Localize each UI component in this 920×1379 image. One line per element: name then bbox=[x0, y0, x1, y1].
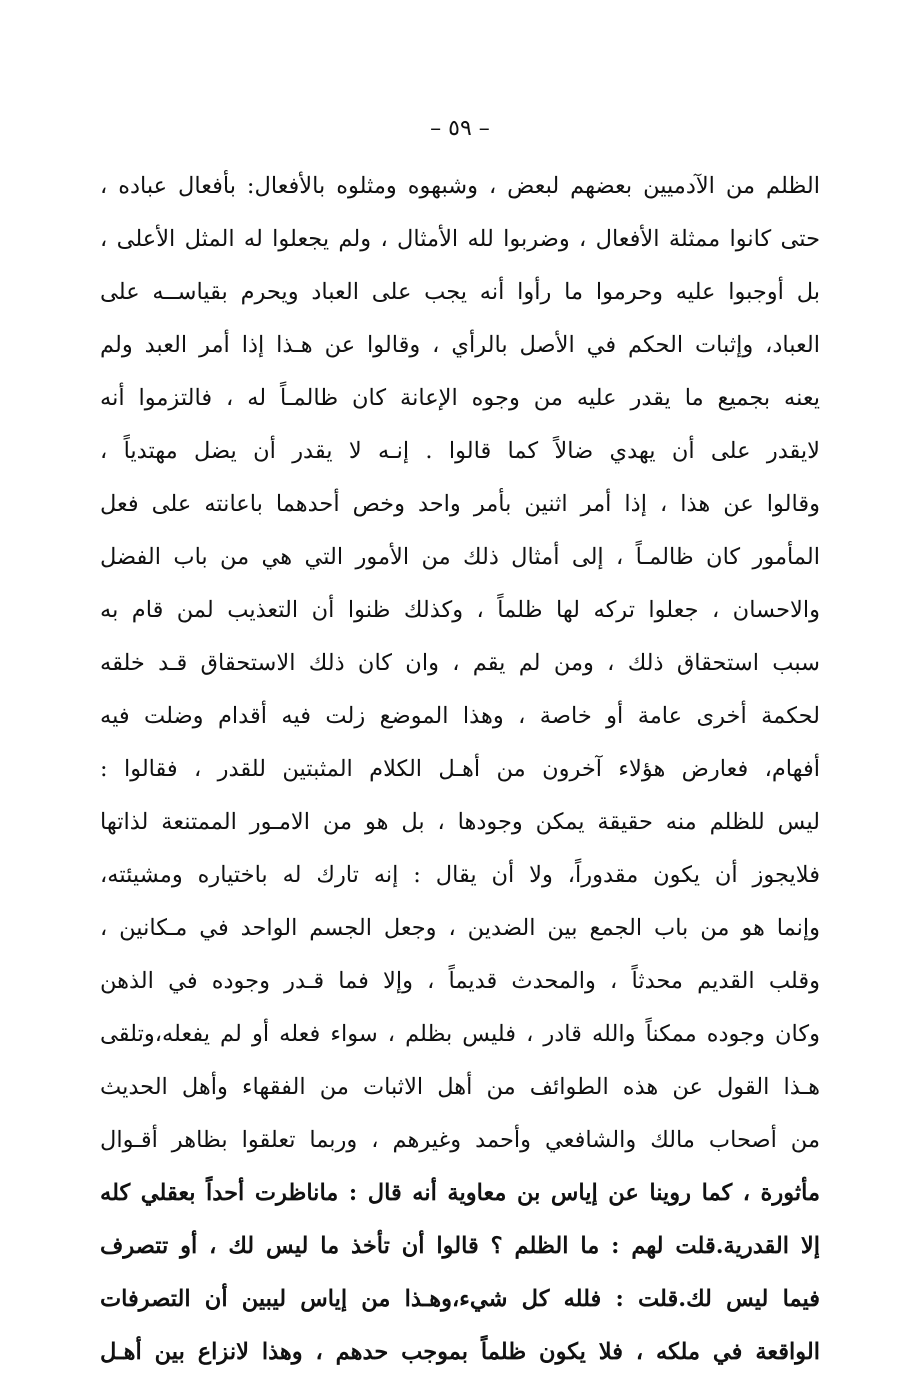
text-line: من أصحاب مالك والشافعي وأحمد وغيرهم ، وربما تعلقوا بظاهر أقـوال bbox=[100, 1127, 820, 1153]
text-line: وقالوا عن هذا ، إذا أمر اثنين بأمر واحد وخص أحدهما باعانته على فعل bbox=[100, 491, 820, 517]
text-line: يعنه بجميع ما يقدر عليه من وجوه الإعانة كان ظالمـاً له ، فالتزموا أنه bbox=[100, 385, 820, 411]
text-line: العباد، وإثبات الحكم في الأصل بالرأي ، وقالوا عن هـذا إذا أمر العبد ولم bbox=[100, 332, 820, 358]
text-line: الواقعة في ملكه ، فلا يكون ظلماً بموجب حدهم ، وهذا لانزاع بين أهـل bbox=[100, 1339, 820, 1365]
text-line: مأثورة ، كما روينا عن إياس بن معاوية أنه قال : ماناظرت أحداً بعقلي كله bbox=[100, 1180, 820, 1206]
text-line: فيما ليس لك.قلت : فلله كل شيء،وهـذا من إياس ليبين أن التصرفات bbox=[100, 1286, 820, 1312]
text-line: سبب استحقاق ذلك ، ومن لم يقم ، وان كان ذلك الاستحقاق قـد خلقه bbox=[100, 650, 820, 676]
text-line: الظلم من الآدميين بعضهم لبعض ، وشبهوه ومثلوه بالأفعال: بأفعال عباده ، bbox=[100, 173, 820, 199]
text-line: المأمور كان ظالمـاً ، إلى أمثال ذلك من الأمور التي هي من باب الفضل bbox=[100, 544, 820, 570]
text-line: ليس للظلم منه حقيقة يمكن وجودها ، بل هو من الامـور الممتنعة لذاتها bbox=[100, 809, 820, 835]
page-number: – ٥٩ – bbox=[430, 116, 490, 141]
text-line: هـذا القول عن هذه الطوائف من أهل الاثبات من الفقهاء وأهل الحديث bbox=[100, 1074, 820, 1100]
text-line: أفهام، فعارض هؤلاء آخرون من أهـل الكلام المثبتين للقدر ، فقالوا : bbox=[100, 756, 820, 782]
text-line: لحكمة أخرى عامة أو خاصة ، وهذا الموضع زلت فيه أقدام وضلت فيه bbox=[100, 703, 820, 729]
text-body bbox=[100, 160, 820, 1379]
text-line: وكان وجوده ممكناً والله قادر ، فليس بظلم ، سواء فعله أو لم يفعله،وتلقى bbox=[100, 1021, 820, 1047]
text-line: لايقدر على أن يهدي ضالاً كما قالوا . إنـه لا يقدر أن يضل مهتدياً ، bbox=[100, 438, 820, 464]
text-line: والاحسان ، جعلوا تركه لها ظلماً ، وكذلك ظنوا أن التعذيب لمن قام به bbox=[100, 597, 820, 623]
text-line: وقلب القديم محدثاً ، والمحدث قديماً ، وإلا فما قـدر وجوده في الذهن bbox=[100, 968, 820, 994]
text-line: حتى كانوا ممثلة الأفعال ، وضربوا لله الأمثال ، ولم يجعلوا له المثل الأعلى ، bbox=[100, 226, 820, 252]
text-line: بل أوجبوا عليه وحرموا ما رأوا أنه يجب على العباد ويحرم بقياســه على bbox=[100, 279, 820, 305]
text-line: فلايجوز أن يكون مقدوراً، ولا أن يقال : إنه تارك له باختياره ومشيئته، bbox=[100, 862, 820, 888]
text-line: إلا القدرية.قلت لهم : ما الظلم ؟ قالوا أن تأخذ ما ليس لك ، أو تتصرف bbox=[100, 1233, 820, 1259]
text-line: وإنما هو من باب الجمع بين الضدين ، وجعل الجسم الواحد في مـكانين ، bbox=[100, 915, 820, 941]
